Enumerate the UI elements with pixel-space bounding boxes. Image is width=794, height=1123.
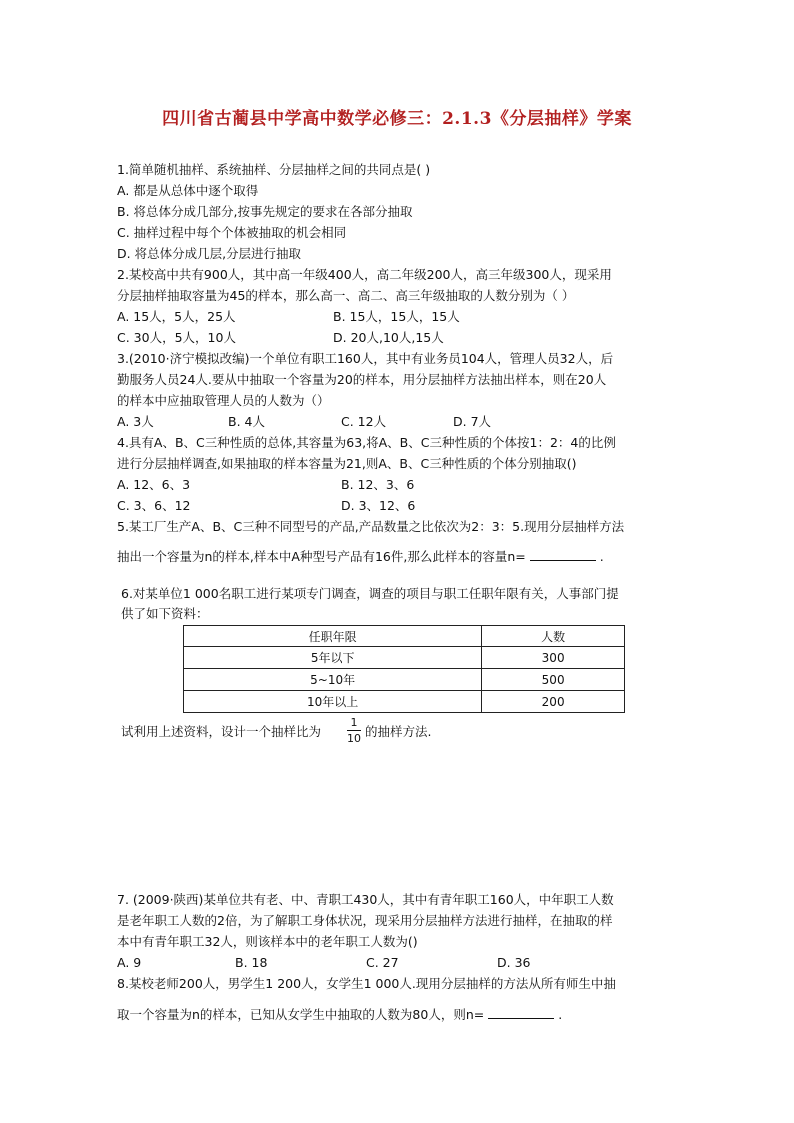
q6-after-post: 的抽样方法. [365,724,432,739]
q2-option-a: A. 15人，5人，25人 [117,309,236,324]
q3-option-c: C. 12人 [341,414,387,429]
q4-option-d: D. 3、12、6 [341,498,416,513]
table-cell: 10年以上 [184,691,482,713]
q3-option-a: A. 3人 [117,414,154,429]
table-header-cell: 任职年限 [184,626,482,647]
q1-option-d: D. 将总体分成几层,分层进行抽取 [117,246,302,261]
q4-option-a: A. 12、6、3 [117,477,191,492]
q3-line3: 的样本中应抽取管理人员的人数为（） [117,393,330,408]
q8-line2-text: 取一个容量为n的样本，已知从女学生中抽取的人数为80人，则n= [117,1007,485,1022]
q8-line2 [117,1006,562,1023]
q2-line2: 分层抽样抽取容量为45的样本，那么高一、高二、高三年级抽取的人数分别为（ ） [117,288,575,303]
q7-line2: 是老年职工人数的2倍，为了解职工身体状况，现采用分层抽样方法进行抽样，在抽取的样 [117,913,613,928]
q2-option-c: C. 30人，5人，10人 [117,330,236,345]
table-row [184,691,625,713]
table-cell: 500 [482,669,625,691]
q2-line1: 2.某校高中共有900人，其中高一年级400人，高二年级200人，高三年级300人，现采用 [117,267,612,282]
q5-line2 [117,548,604,565]
tenure-table [183,625,625,713]
q5-line2-end: . [599,549,604,564]
q7-option-d: D. 36 [497,955,531,970]
q1-stem: 1.简单随机抽样、系统抽样、分层抽样之间的共同点是( ) [117,162,431,177]
q2-option-d: D. 20人,10人,15人 [333,330,444,345]
q3-option-d: D. 7人 [453,414,492,429]
q4-line1: 4.具有A、B、C三种性质的总体,其容量为63,将A、B、C三种性质的个体按1：2：4的比例 [117,435,616,450]
fraction-denominator: 10 [347,732,361,745]
q4-option-b: B. 12、3、6 [341,477,415,492]
q6-line2: 供了如下资料： [121,606,209,621]
q7-line1: 7. (2009·陕西)某单位共有老、中、青职工430人，其中有青年职工160人，中年职工人数 [117,892,614,907]
q5-answer-blank[interactable] [530,548,596,561]
table-cell: 5~10年 [184,669,482,691]
fraction-numerator: 1 [350,716,358,729]
q3-line2: 勤服务人员24人.要从中抽取一个容量为20的样本，用分层抽样方法抽出样本，则在20人 [117,372,607,387]
q7-line3: 本中有青年职工32人，则该样本中的老年职工人数为() [117,934,418,949]
table-cell: 300 [482,647,625,669]
q8-line1: 8.某校老师200人，男学生1 200人，女学生1 000人.现用分层抽样的方法从所有师生中抽 [117,976,616,991]
fraction-bar [347,730,361,731]
table-header-row [184,626,625,647]
q3-option-b: B. 4人 [228,414,265,429]
q4-option-c: C. 3、6、12 [117,498,191,513]
q8-answer-blank[interactable] [488,1006,554,1019]
q1-option-b: B. 将总体分成几部分,按事先规定的要求在各部分抽取 [117,204,413,219]
q4-line2: 进行分层抽样调查,如果抽取的样本容量为21,则A、B、C三种性质的个体分别抽取() [117,456,577,471]
sampling-ratio-fraction [347,716,361,745]
q2-option-b: B. 15人，15人，15人 [333,309,460,324]
q5-line1: 5.某工厂生产A、B、C三种不同型号的产品,产品数量之比依次为2：3：5.现用分层抽样方法 [117,519,625,534]
q5-line2-text: 抽出一个容量为n的样本,样本中A种型号产品有16件,那么此样本的容量n= [117,549,526,564]
q1-option-c: C. 抽样过程中每个个体被抽取的机会相同 [117,225,347,240]
q8-line2-end: . [558,1007,563,1022]
q7-option-a: A. 9 [117,955,142,970]
q1-option-a: A. 都是从总体中逐个取得 [117,183,259,198]
q7-option-c: C. 27 [366,955,399,970]
table-cell: 5年以下 [184,647,482,669]
q3-line1: 3.(2010·济宁模拟改编)一个单位有职工160人，其中有业务员104人，管理人员32人，后 [117,351,614,366]
table-header-cell: 人数 [482,626,625,647]
table-row [184,669,625,691]
page-title: 四川省古蔺县中学高中数学必修三：2.1.3《分层抽样》学案 [162,109,632,129]
table-cell: 200 [482,691,625,713]
q6-after-pre: 试利用上述资料，设计一个抽样比为 [121,724,322,739]
table-row [184,647,625,669]
q6-line1: 6.对某单位1 000名职工进行某项专门调查，调查的项目与职工任职年限有关，人事部门提 [121,586,619,601]
q7-option-b: B. 18 [235,955,268,970]
